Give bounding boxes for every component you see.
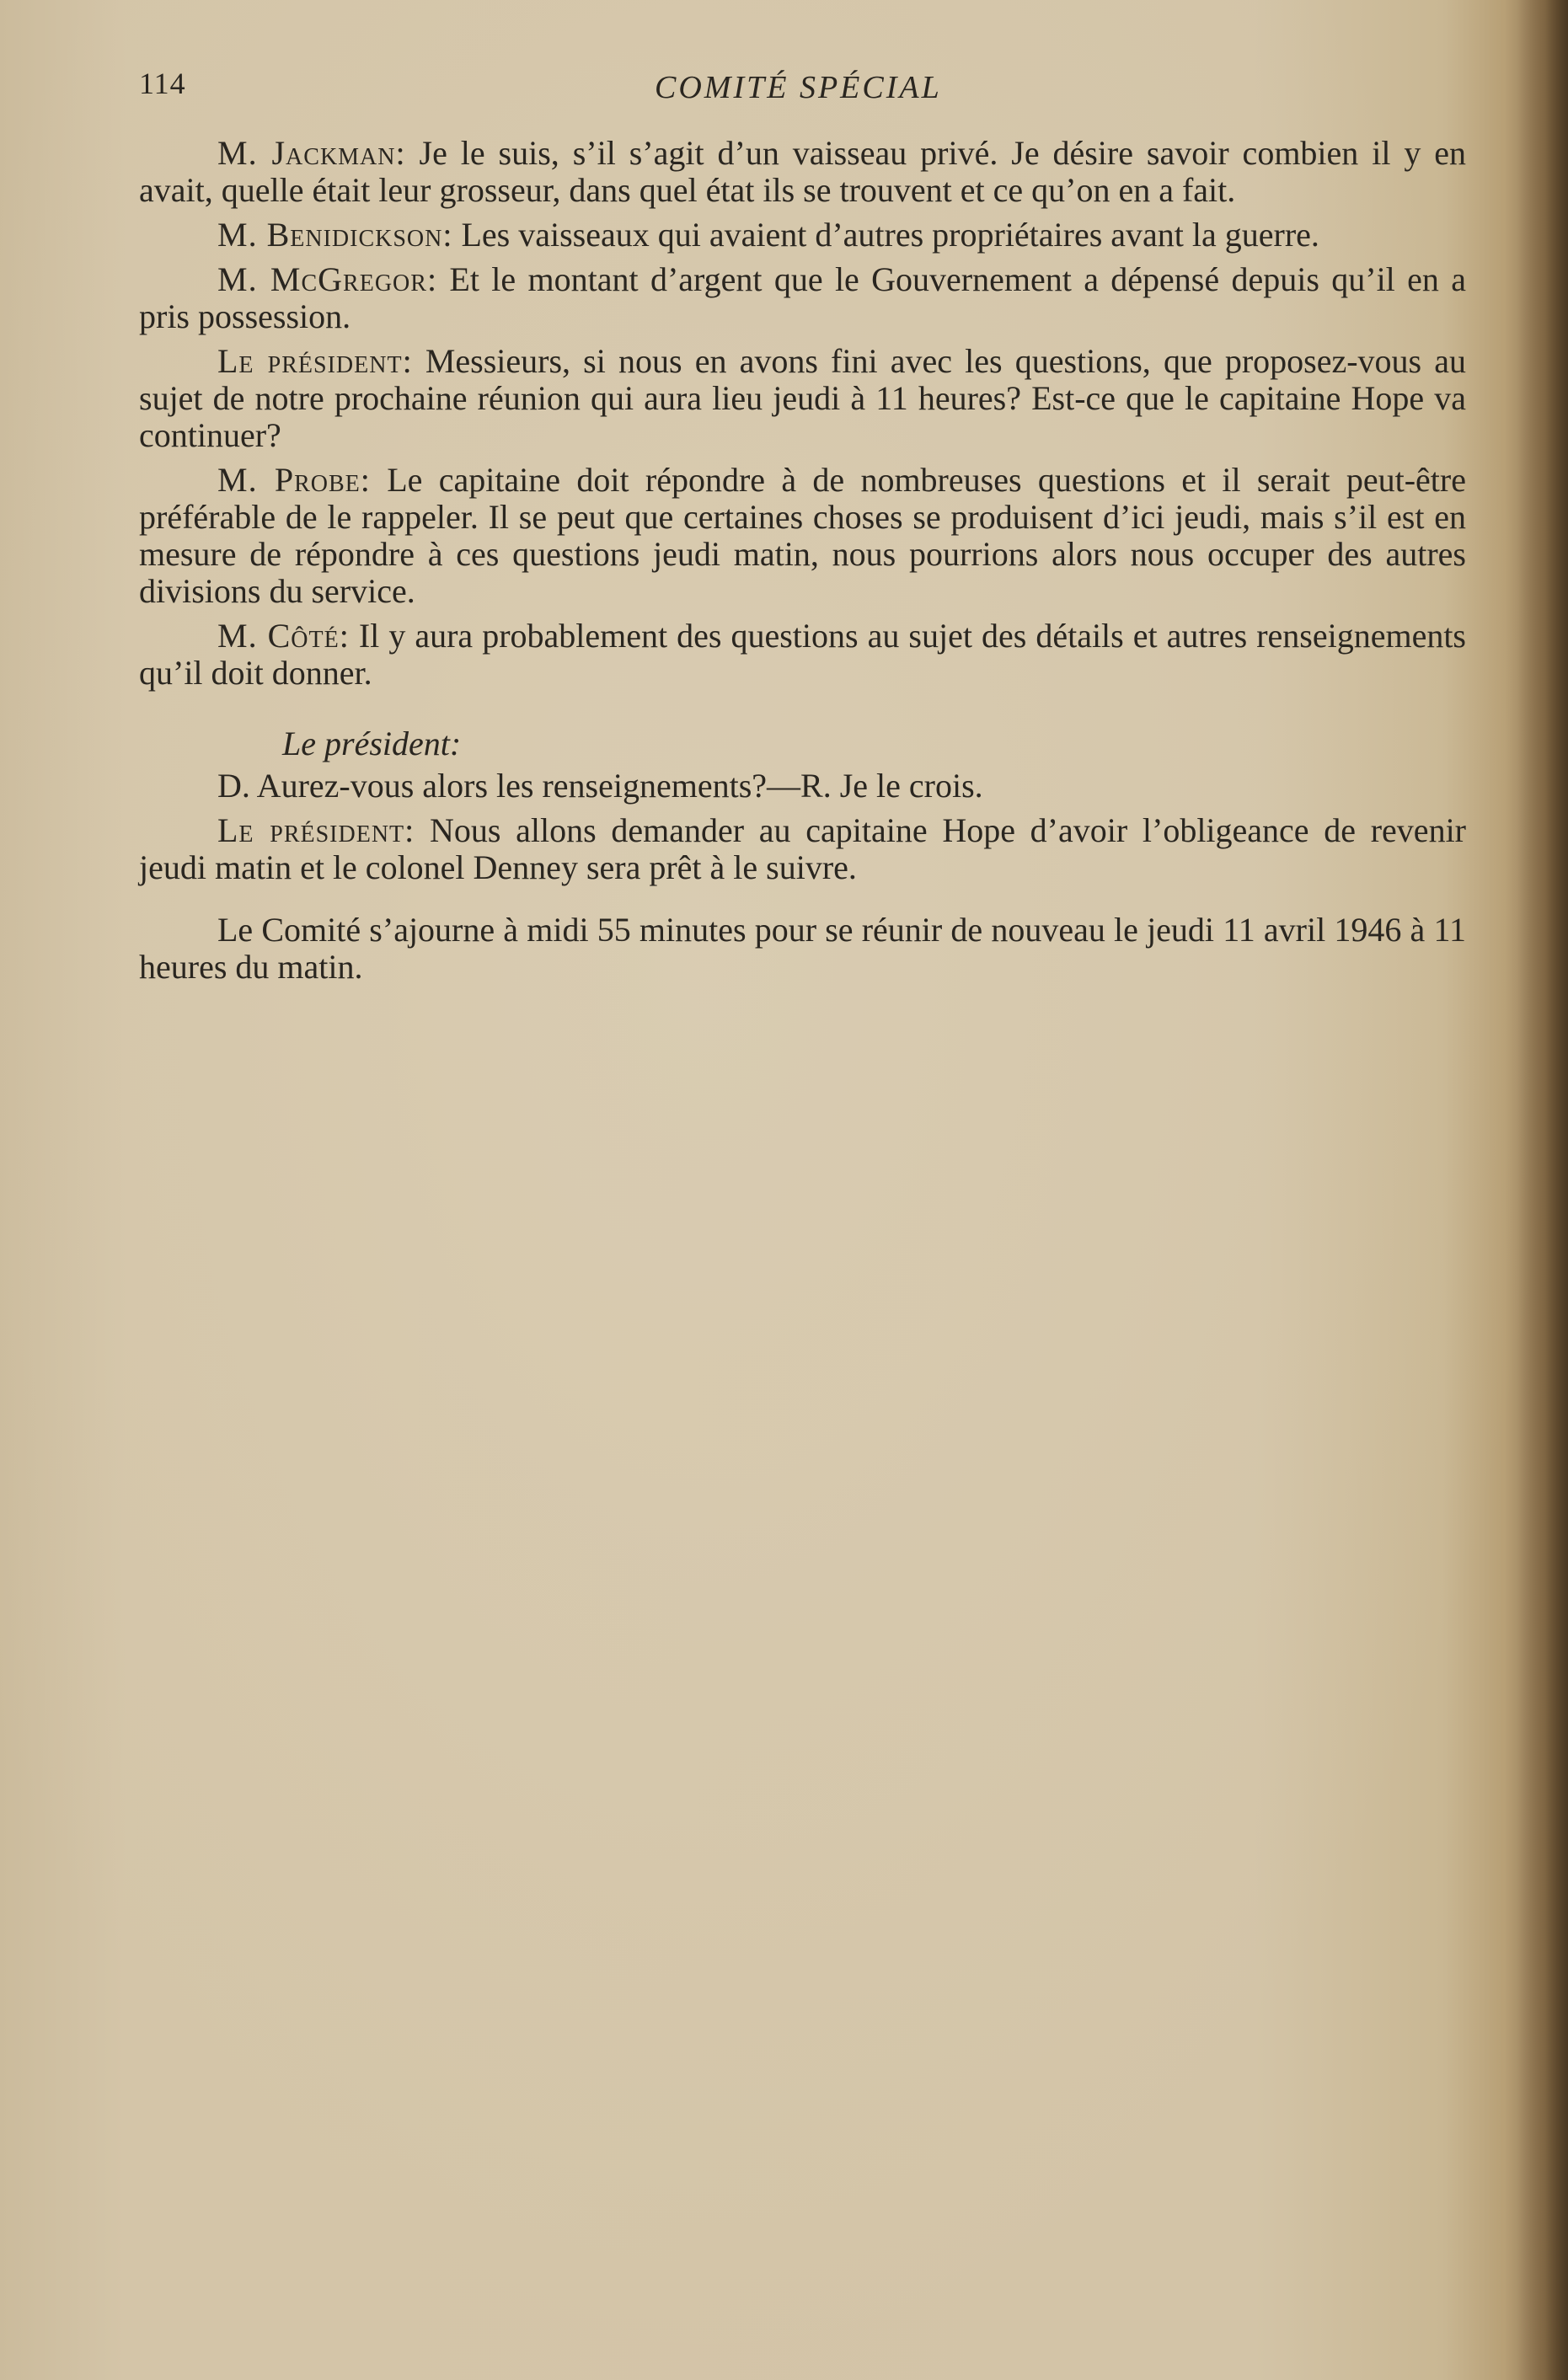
paragraph-text: Messieurs, si nous en avons fini avec les questions, que proposez-vous au sujet de notre prochaine réunion qui aura lieu jeudi à 11 heures? Est-ce que le capitaine Hope va continuer? xyxy=(139,342,1467,454)
paragraph-cote xyxy=(139,618,1466,692)
paragraph-text: Je le suis, s’il s’agit d’un vaisseau privé. Je désire savoir combien il y en avait, quelle était leur grosseur, dans quel état ils se trouvent et ce qu’on en a fait. xyxy=(139,134,1467,209)
binding-shadow xyxy=(1517,0,1568,2380)
paragraph-text: Les vaisseaux qui avaient d’autres propriétaires avant la guerre. xyxy=(452,216,1319,254)
paragraph-president-closing xyxy=(139,812,1466,886)
speaker-name: M. McGregor: xyxy=(217,260,438,298)
paragraph-text: Le capitaine doit répondre à de nombreuses questions et il serait peut-être préférable de le rappeler. Il se peut que certaines choses se produisent d’ici jeudi, mais s’il est en mesure de répondre à ces questions jeudi matin, nous pourrions alors nous occuper des autres divisions du service. xyxy=(139,461,1466,610)
examination-heading: Le président: xyxy=(282,725,462,762)
running-title: COMITÉ SPÉCIAL xyxy=(655,70,942,105)
paragraph-president xyxy=(139,343,1466,454)
paragraph-text: Nous allons demander au capitaine Hope d’avoir l’obligeance de revenir jeudi matin et le colonel Denney sera prêt à le suivre. xyxy=(139,811,1466,886)
paragraph-text: Il y aura probablement des questions au sujet des détails et autres renseignements qu’il doit donner. xyxy=(139,617,1466,692)
paragraph-text: Et le montant d’argent que le Gouvernement a dépensé depuis qu’il en a pris possession. xyxy=(139,260,1466,335)
speaker-name: M. Jackman: xyxy=(217,134,406,172)
page-number: 114 xyxy=(139,67,186,100)
paragraph-probe xyxy=(139,462,1466,610)
speaker-name: M. Côté: xyxy=(217,617,350,655)
speaker-name: M. Benidickson: xyxy=(217,216,453,254)
paragraph-mcgregor xyxy=(139,261,1466,335)
question-answer: D. Aurez-vous alors les renseignements?—R. Je le crois. xyxy=(217,767,983,805)
paragraph-benidickson xyxy=(139,217,1466,254)
page-header xyxy=(139,66,1470,116)
speaker-name: Le président: xyxy=(217,811,415,849)
page-content xyxy=(139,135,1466,993)
speaker-name: M. Probe: xyxy=(217,461,371,499)
speaker-name: Le président: xyxy=(217,342,413,380)
adjournment-note: Le Comité s’ajourne à midi 55 minutes pour se réunir de nouveau le jeudi 11 avril 1946 à 11 heures du matin. xyxy=(139,911,1466,986)
paragraph-jackman xyxy=(139,135,1466,209)
